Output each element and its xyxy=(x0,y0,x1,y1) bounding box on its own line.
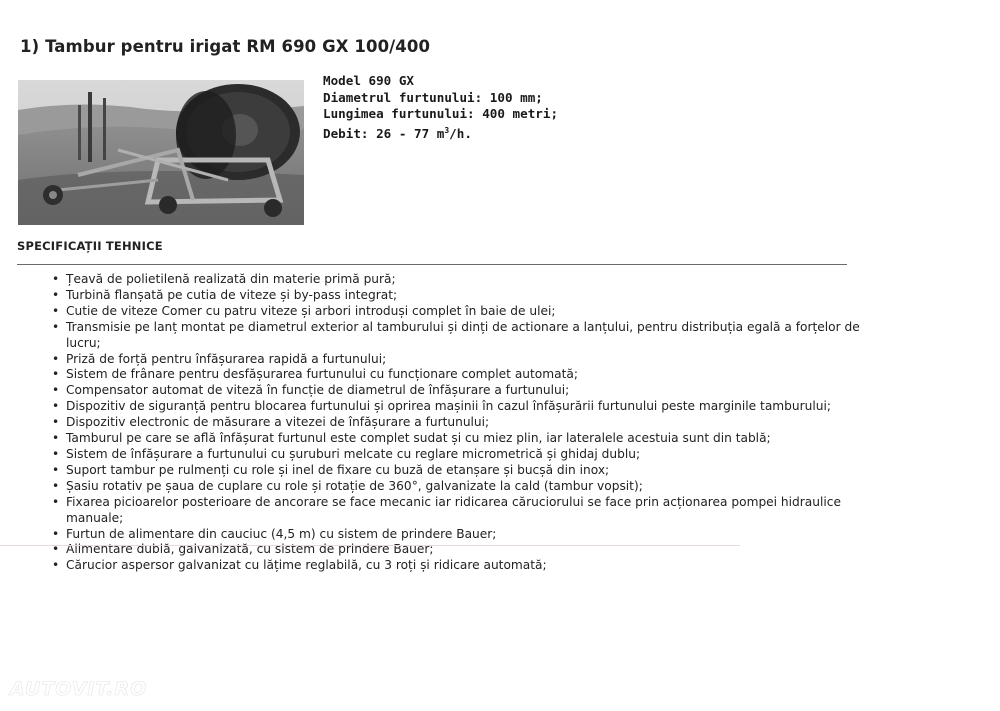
feature-item: • Suport tambur pe rulmenți cu role și inel de fixare cu buză de etanșare și bucșă din inox; xyxy=(52,463,862,479)
model-specs xyxy=(323,73,558,142)
feature-item: • Sistem de înfășurare a furtunului cu șuruburi melcate cu reglare micrometrică și ghidaj dublu; xyxy=(52,447,862,463)
feature-item: • Dispozitiv electronic de măsurare a vitezei de înfășurare a furtunului; xyxy=(52,415,862,431)
features-list xyxy=(52,272,862,574)
feature-item: • Fixarea picioarelor posterioare de ancorare se face mecanic iar ridicarea căruciorului se face prin acționarea pompei hidraulice manuale; xyxy=(52,495,862,527)
flow-rate xyxy=(323,123,558,143)
flow-rate-prefix: Debit: 26 - 77 m xyxy=(323,125,445,141)
flow-rate-suffix: /h. xyxy=(449,125,472,141)
product-photo-svg xyxy=(18,80,304,225)
page-title: 1) Tambur pentru irigat RM 690 GX 100/400 xyxy=(20,37,431,56)
feature-item: • Șasiu rotativ pe șaua de cuplare cu role și rotație de 360°, galvanizate la cald (tambur vopsit); xyxy=(52,479,862,495)
model-name: Model 690 GX xyxy=(323,73,414,88)
watermark-logo: AUTOVIT.RO xyxy=(10,678,148,700)
feature-item: • Turbină flanșată pe cutia de viteze și by-pass integrat; xyxy=(52,288,862,304)
flow-rate-exponent: 3 xyxy=(444,125,450,135)
feature-item: • Sistem de frânare pentru desfășurarea furtunului cu funcționare complet automată; xyxy=(52,367,862,383)
scan-artifact-line xyxy=(0,545,740,546)
hose-length: Lungimea furtunului: 400 metri; xyxy=(323,106,559,121)
feature-item: • Tamburul pe care se află înfășurat furtunul este complet sudat și cu miez plin, iar lateralele acestuia sunt din tablă; xyxy=(52,431,862,447)
feature-item: • Cărucior aspersor galvanizat cu lățime reglabilă, cu 3 roți și ridicare automată; xyxy=(52,558,862,574)
feature-item: • Transmisie pe lanț montat pe diametrul exterior al tamburului și dinți de actionare a lanțului, pentru distribuția egală a forțelor de lucru; xyxy=(52,320,862,352)
hose-diameter: Diametrul furtunului: 100 mm; xyxy=(323,89,543,105)
feature-item: • Compensator automat de viteză în funcție de diametrul de înfășurare a furtunului; xyxy=(52,383,862,399)
feature-item: • Țeavă de polietilenă realizată din materie primă pură; xyxy=(52,272,862,288)
feature-item: • Priză de forță pentru înfășurarea rapidă a furtunului; xyxy=(52,352,862,368)
irrigation-reel-machine-photo xyxy=(18,80,304,225)
feature-item: • Furtun de alimentare din cauciuc (4,5 m) cu sistem de prindere Bauer; xyxy=(52,527,862,543)
feature-item: • Cutie de viteze Comer cu patru viteze și arbori introduși complet în baie de ulei; xyxy=(52,304,862,320)
section-divider xyxy=(17,264,847,265)
feature-item: • Dispozitiv de siguranță pentru blocarea furtunului și oprirea mașinii în cazul înfășurării furtunului peste marginile tamburului; xyxy=(52,399,862,415)
feature-item: • Alimentare dublă, galvanizată, cu sistem de prindere Bauer; xyxy=(52,542,862,558)
section-heading: SPECIFICAȚII TEHNICE xyxy=(17,239,163,253)
